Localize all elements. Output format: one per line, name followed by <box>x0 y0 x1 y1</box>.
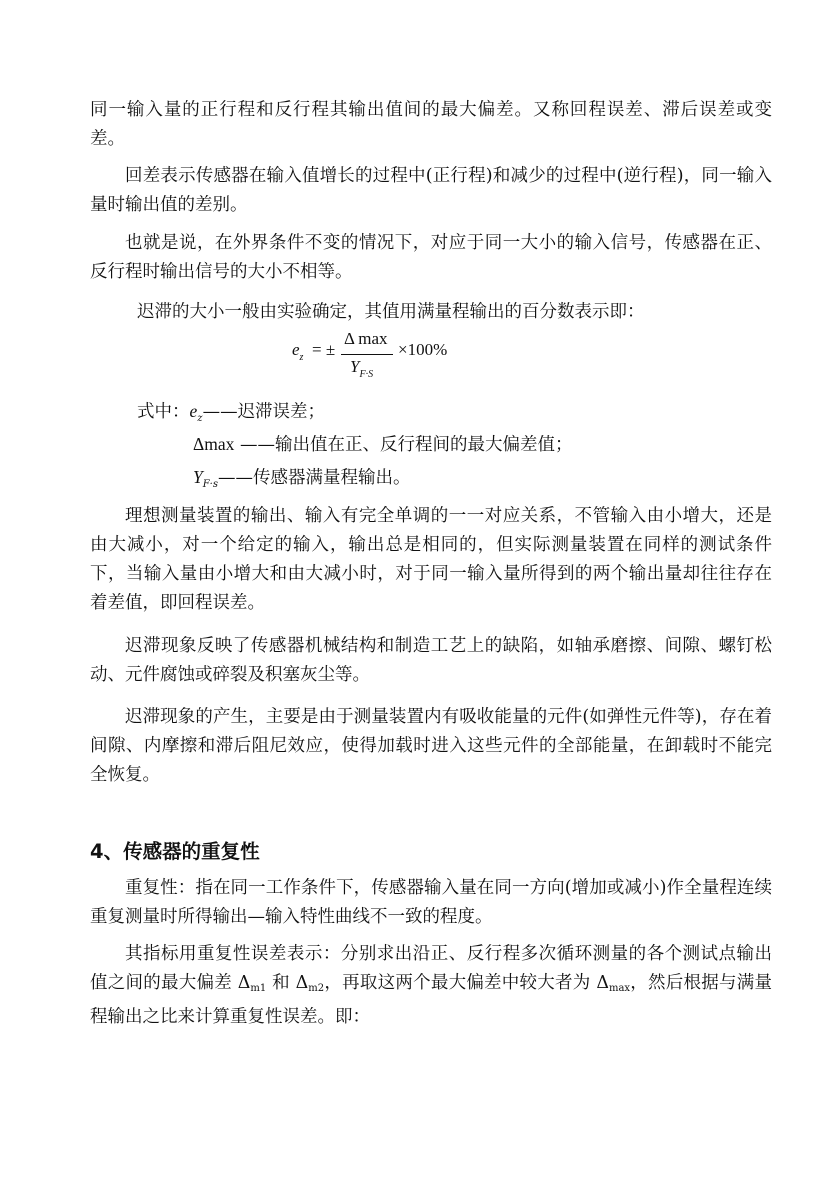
paragraph-hysteresis-origin: 迟滞现象的产生，主要是由于测量装置内有吸收能量的元件(如弹性元件等)，存在着间隙、内摩擦和滞后阻尼效应，使得加载时进入这些元件的全部能量，在卸载时不能完全恢复。 <box>90 707 772 785</box>
definition-ez-text: ——迟滞误差； <box>202 402 326 422</box>
formula-equals: = ± <box>312 340 336 359</box>
paragraph-unequal-output: 也就是说，在外界条件不变的情况下，对应于同一大小的输入信号，传感器在正、反行程时输出信号的大小不相等。 <box>90 233 772 282</box>
paragraph-backlash-explanation: 回差表示传感器在输入值增长的过程中(正行程)和减少的过程中(逆行程)，同一输入量时输出值的差别。 <box>90 166 772 215</box>
definition-delta-max <box>193 430 572 460</box>
paragraph-ideal-device: 理想测量装置的输出、输入有完全单调的一一对应关系，不管输入由小增大，还是由大减小，对一个给定的输入，输出总是相同的，但实际测量装置在同样的测试条件下，当输入量由小增大和由大减小时，对于同一输入量所得到的两个输出量却往往存在着差值，即回程误差。 <box>90 506 772 613</box>
definition-label: 式中： <box>137 402 190 422</box>
paragraph-hysteresis-causes: 迟滞现象反映了传感器机械结构和制造工艺上的缺陷，如轴承磨擦、间隙、螺钉松动、元件腐蚀或碎裂及积塞灰尘等。 <box>90 636 772 685</box>
section-heading-repeatability: 4、传感器的重复性 <box>90 840 260 863</box>
subscript-max: max <box>608 983 631 994</box>
paragraph-repeatability-error: 其指标用重复性误差表示：分别求出沿正、反行程多次循环测量的各个测试点输出值之间的最大偏差 Δm1 和 Δm2，再取这两个最大偏差中较大者为 Δmax，然后根据与满量程输出之比来计算重复性误差。即： <box>90 944 773 1027</box>
formula-denominator: $Y_{F\cdot S}$ <box>350 357 374 380</box>
formula-lhs: $e_z$ <box>292 340 304 363</box>
definition-yfs-text: ——传感器满量程输出。 <box>217 468 411 488</box>
formula-numerator: Δ max <box>344 329 388 348</box>
definition-delta-max-text: ——输出值在正、反行程间的最大偏差值； <box>234 435 573 455</box>
formula-times-100: ×100% <box>398 340 448 359</box>
definition-yfs-subscript: F·s <box>202 479 218 490</box>
paragraph-hysteresis-definition: 同一输入量的正行程和反行程其输出值间的最大偏差。又称回程误差、滞后误差或变差。 <box>90 100 772 149</box>
subscript-m1: m1 <box>250 983 267 994</box>
hysteresis-formula <box>286 326 486 382</box>
definition-ez <box>137 397 325 433</box>
definition-ez-subscript: z <box>197 413 203 424</box>
definition-yfs <box>193 463 410 499</box>
paragraph-formula-intro: 迟滞的大小一般由实验确定，其值用满量程输出的百分数表示即： <box>137 302 645 322</box>
subscript-m2: m2 <box>308 983 325 994</box>
definition-ez-symbol: e <box>189 401 198 421</box>
fraction-bar <box>341 354 393 355</box>
paragraph-repeatability-definition: 重复性：指在同一工作条件下，传感器输入量在同一方向(增加或减小)作全量程连续重复测量时所得输出—输入特性曲线不一致的程度。 <box>90 878 772 927</box>
definition-delta-max-symbol: Δmax <box>193 434 235 454</box>
definition-yfs-symbol: Y <box>193 467 203 487</box>
